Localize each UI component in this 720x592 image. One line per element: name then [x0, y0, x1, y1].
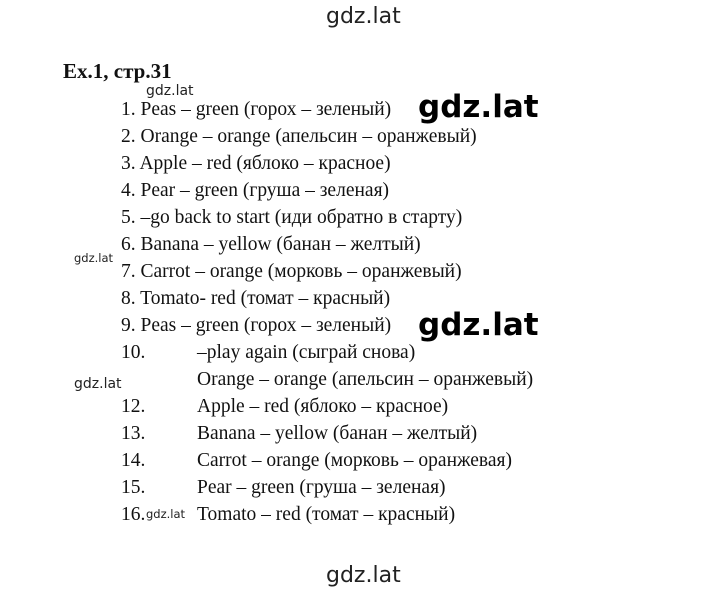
list-item-6 — [121, 235, 421, 255]
item-number: 3. — [121, 153, 136, 174]
list-item-9 — [121, 316, 391, 336]
list-item-4 — [121, 181, 389, 201]
list-item-13 — [121, 424, 145, 444]
item-text: Banana – yellow (банан – желтый) — [140, 234, 421, 255]
item-text: Apple – red (яблоко – красное) — [139, 153, 391, 174]
watermark-bold-2: gdz.lat — [418, 307, 539, 343]
watermark-bold-1: gdz.lat — [418, 89, 539, 125]
watermark-bottom: gdz.lat — [326, 563, 401, 588]
list-item-10 — [121, 343, 145, 363]
item-number: 2. — [121, 126, 136, 147]
item-number: 10. — [121, 342, 146, 363]
list-item-2 — [121, 127, 477, 147]
list-item-14-text: Carrot – orange (морковь – оранжевая) — [197, 450, 512, 471]
item-number: 1. — [121, 99, 136, 120]
item-text: Peas – green (горох – зеленый) — [140, 315, 392, 336]
item-text: Peas – green (горох – зеленый) — [140, 99, 392, 120]
item-number: 12. — [121, 396, 146, 417]
item-number: 8. — [121, 288, 136, 309]
item-number: 13. — [121, 423, 146, 444]
list-item-14 — [121, 451, 145, 471]
item-text: Orange – orange (апельсин – оранжевый) — [140, 126, 477, 147]
list-item-7 — [121, 262, 462, 282]
list-item-12 — [121, 397, 145, 417]
list-item-5 — [121, 208, 462, 228]
watermark-inline-small: gdz.lat — [146, 507, 186, 521]
list-item-3 — [121, 154, 391, 174]
item-number: 7. — [121, 261, 136, 282]
item-text: Carrot – orange (морковь – оранжевый) — [140, 261, 462, 282]
watermark-left-1: gdz.lat — [146, 83, 194, 99]
item-number: 16. — [121, 504, 146, 525]
item-number: 5. — [121, 207, 136, 228]
item-number: 4. — [121, 180, 136, 201]
list-item-8 — [121, 289, 390, 309]
item-number: 15. — [121, 477, 146, 498]
list-item-13-text: Banana – yellow (банан – желтый) — [197, 423, 478, 444]
list-item-10-text: –play again (сыграй снова) — [197, 342, 416, 363]
item-text: –go back to start (иди обратно в старту) — [140, 207, 463, 228]
list-item-15 — [121, 478, 145, 498]
list-item-15-text: Pear – green (груша – зеленая) — [197, 477, 446, 498]
watermark-left-3: gdz.lat — [74, 376, 122, 392]
exercise-heading: Ex.1, стр.31 — [63, 59, 172, 83]
watermark-top: gdz.lat — [326, 4, 401, 29]
item-text: Tomato- red (томат – красный) — [140, 288, 391, 309]
list-item-12-text: Apple – red (яблоко – красное) — [197, 396, 449, 417]
list-item-1 — [121, 100, 391, 120]
list-item-11-text: Orange – orange (апельсин – оранжевый) — [197, 369, 534, 390]
list-item-16 — [121, 505, 145, 525]
item-number: 6. — [121, 234, 136, 255]
list-item-16-text: Tomato – red (томат – красный) — [197, 504, 456, 525]
item-number: 9. — [121, 315, 136, 336]
watermark-left-2: gdz.lat — [74, 251, 114, 265]
item-number: 14. — [121, 450, 146, 471]
item-text: Pear – green (груша – зеленая) — [140, 180, 390, 201]
